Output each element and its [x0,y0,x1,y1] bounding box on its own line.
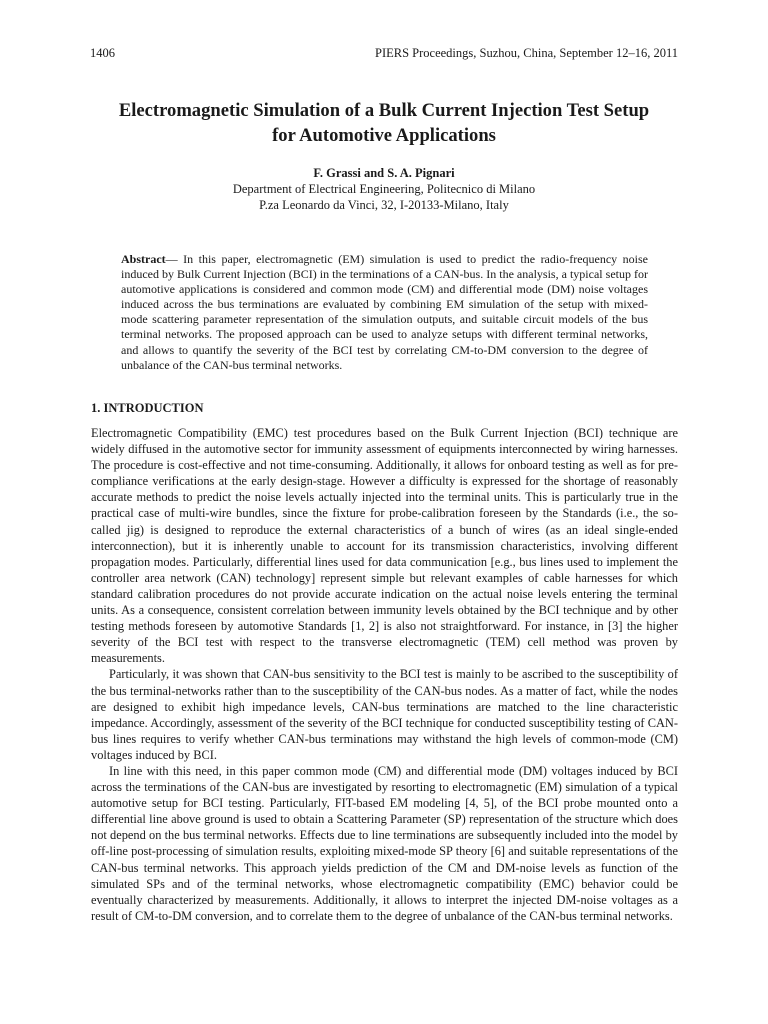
proceedings-info: PIERS Proceedings, Suzhou, China, September 12–16, 2011 [375,46,678,60]
paper-title [60,98,708,148]
title-line-2: for Automotive Applications [272,125,496,146]
section-heading-introduction: 1. INTRODUCTION [91,401,204,415]
abstract-separator: — [165,252,184,266]
paragraph-1: Electromagnetic Compatibility (EMC) test procedures based on the Bulk Current Injection (BCI) technique are widely diffused in the automotive sector for immunity assessment of equipments interconnected by wiring harnesses. The procedure is cost-effective and not time-consuming. Additionally, it allows for onboard testing as well as for pre-compliance verifications at the early design-stage. However a difficulty is expressed for the shortage of reasonably accurate methods to predict the noise levels actually injected into the terminal units. This is particularly true in the practical case of multi-wire bundles, since the fixture for probe-calibration foreseen by the Standards (i.e., the so-called jig) is designed to reproduce the external characteristics of a bunch of wires (as an ideal single-ended interconnection), but it is inherently unable to account for its transmission characteristics, involving different propagation modes. Particularly, differential lines used for data communication [e.g., bus lines used to implement the controller area network (CAN) technology] represent simple but relevant examples of cable harnesses for which standard calibration procedures do not provide accurate indication on the actual noise levels entering the terminal units. As a consequence, consistent correlation between immunity levels obtained by the BCI technique and by other testing methods foreseen by automotive Standards [1, 2] is also not straightforward. For instance, in [3] the higher severity of the BCI test with respect to the transverse electromagnetic (TEM) cell method was proven by measurements. [91,426,678,666]
affiliation-line-2: P.za Leonardo da Vinci, 32, I-20133-Milano, Italy [259,198,509,212]
paragraph-3: In line with this need, in this paper common mode (CM) and differential mode (DM) voltages induced by BCI across the terminations of the CAN-bus are investigated by resorting to electromagnetic (EM) simulation of a typical automotive setup for BCI testing. Particularly, FIT-based EM modeling [4, 5], of the BCI probe mounted onto a differential line above ground is used to obtain a Scattering Parameter (SP) representation of the structure which does not depend on the bus terminal networks. Effects due to line terminations are subsequently included into the model by off-line post-processing of simulation results, exploiting mixed-mode SP theory [6] and suitable representations of the CAN-bus terminal networks. This approach yields prediction of the CM and DM-noise levels as function of the simulated SPs and of the terminal networks, whose electromagnetic compatibility (EMC) behavior could be eventually characterized by measurements. Additionally, it allows to interpret the injected DM-noise voltages as a result of CM-to-DM conversion, and to correlate them to the degree of unbalance of the CAN-bus terminal networks. [91,763,678,923]
authors: F. Grassi and S. A. Pignari [313,166,455,180]
title-line-1: Electromagnetic Simulation of a Bulk Current Injection Test Setup [118,100,650,121]
paragraph-2: Particularly, it was shown that CAN-bus sensitivity to the BCI test is mainly to be ascribed to the susceptibility of the bus terminal-networks rather than to the susceptibility of the CAN-bus nodes. As a matter of fact, while the nodes are designed to exhibit high impedance levels, CAN-bus terminations are matched to the line characteristic impedance. Accordingly, assessment of the severity of the BCI technique for conducted susceptibility testing of CAN-bus lines requires to verify whether CAN-bus terminations may withstand the high levels of common-mode (CM) voltages induced by BCI. [91,667,678,762]
page-number: 1406 [90,46,115,60]
abstract-text: In this paper, electromagnetic (EM) simulation is used to predict the radio-frequency noise induced by Bulk Current Injection (BCI) in the terminations of a CAN-bus. In the analysis, a typical setup for automotive applications is considered and common mode (CM) and differential mode (DM) noise voltages induced across the bus terminations are evaluated by combining EM simulation of the setup with mixed-mode scattering parameter representation of the simulation outputs, and suitable circuit models of the bus terminal networks. The proposed approach can be used to analyze setups with different terminal networks, and allows to quantify the severity of the BCI test by correlating CM-to-DM conversion to the degree of unbalance of the CAN-bus terminal networks. [121,252,648,372]
affiliation-line-1: Department of Electrical Engineering, Politecnico di Milano [232,182,536,196]
introduction-body [91,425,678,924]
abstract [121,252,648,373]
running-header [90,46,678,61]
abstract-label: Abstract [121,252,166,266]
